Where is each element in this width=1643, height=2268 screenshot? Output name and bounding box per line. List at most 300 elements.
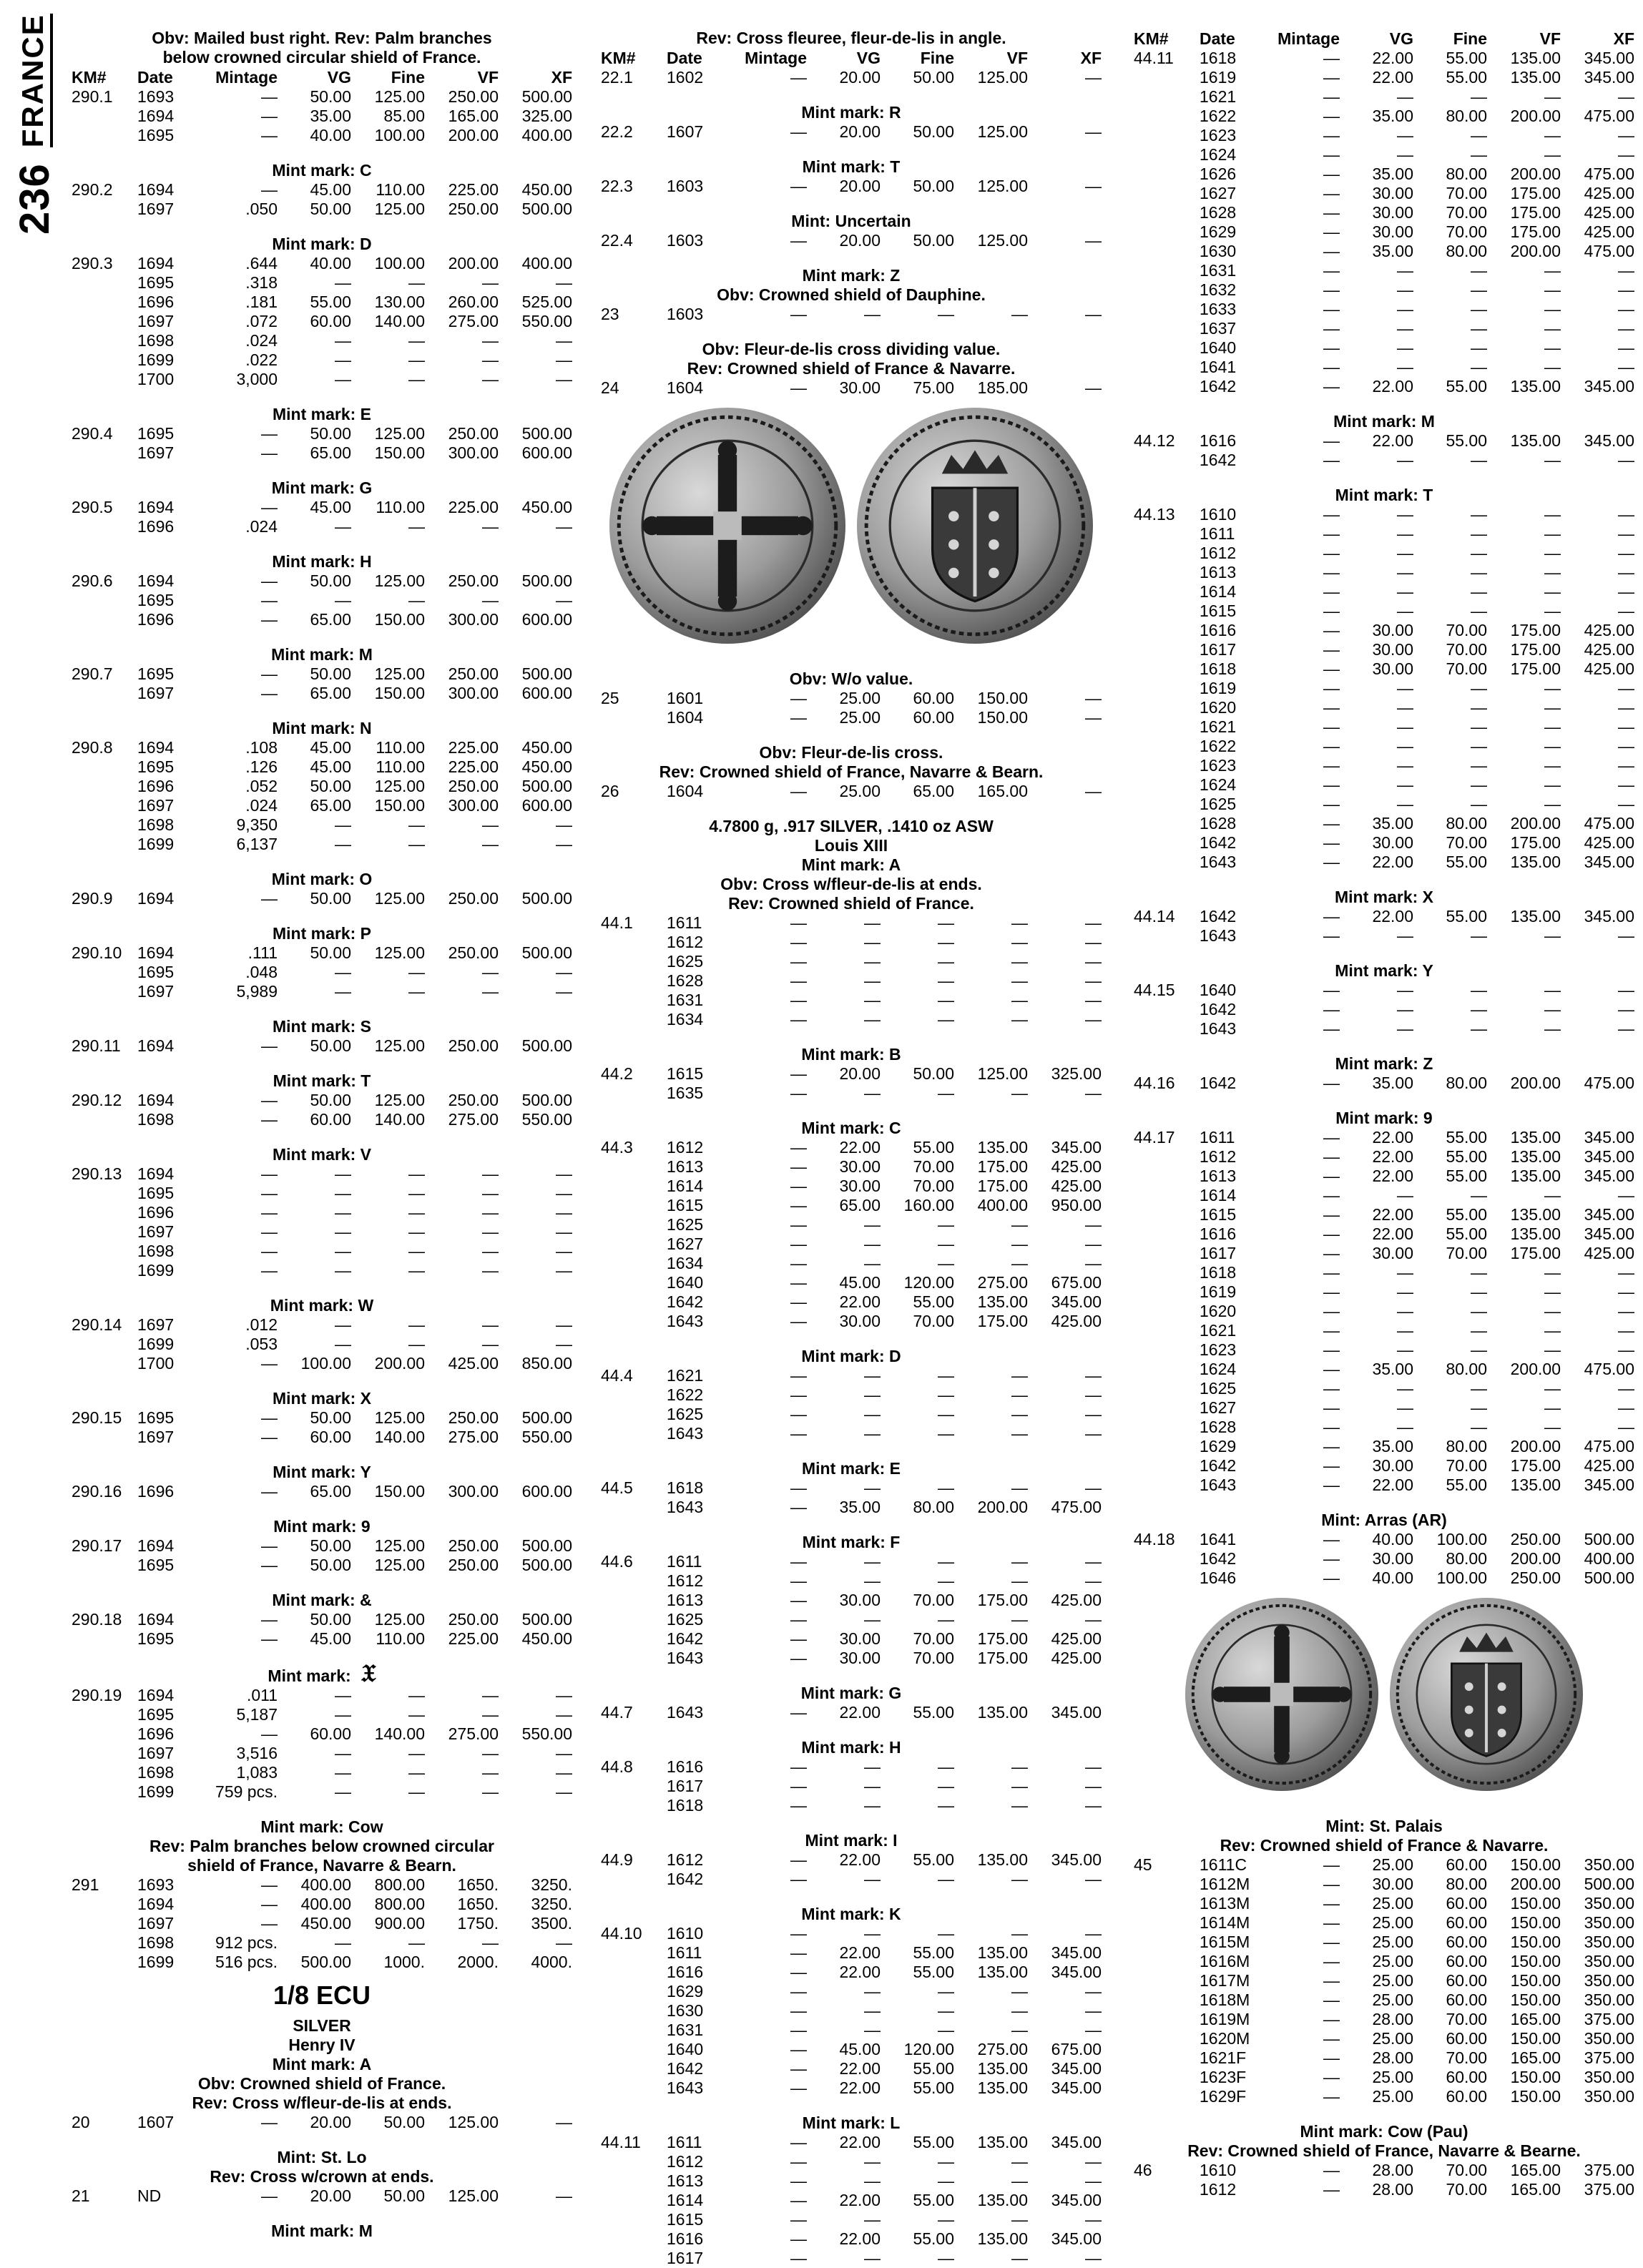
- price-xf: —: [1618, 698, 1634, 717]
- table-row: [1134, 87, 1634, 107]
- price-vf: 250.00: [448, 1036, 499, 1055]
- date: 1697: [137, 312, 175, 330]
- table-row: [601, 231, 1102, 250]
- description-line: 4.7800 g, .917 SILVER, .1410 oz ASW: [709, 817, 994, 835]
- date: 1694: [137, 738, 175, 757]
- km-number: [1134, 717, 1200, 737]
- price-fine: —: [938, 1084, 954, 1102]
- price-vf: 175.00: [1510, 833, 1561, 852]
- table-row: [1134, 1549, 1634, 1569]
- price-fine: —: [1471, 87, 1487, 106]
- date: 1616M: [1200, 1952, 1250, 1970]
- spacer: [601, 1668, 1102, 1684]
- date: 1642: [667, 1292, 704, 1311]
- price-xf: —: [1085, 1757, 1102, 1776]
- price-vg: 50.00: [310, 1408, 351, 1427]
- date: 1625: [667, 1215, 704, 1234]
- table-row: [601, 1424, 1102, 1443]
- km-number: [72, 1629, 137, 1649]
- table-row: [72, 1933, 572, 1953]
- km-number: [601, 2210, 667, 2229]
- mint-mark-heading: Mint mark: B: [801, 1045, 901, 1064]
- table-row: [601, 122, 1102, 142]
- denomination-heading: 1/8 ECU: [273, 1980, 371, 2010]
- mintage: —: [790, 1010, 807, 1029]
- price-vf: 250.00: [1510, 1569, 1561, 1587]
- price-xf: 345.00: [1584, 1147, 1634, 1166]
- price-vf: —: [1011, 1610, 1028, 1629]
- km-number: 44.10: [601, 1924, 642, 1943]
- km-number: [601, 708, 667, 727]
- price-vf: —: [1011, 1982, 1028, 2001]
- date: 1616: [1200, 621, 1237, 639]
- km-number: [601, 1963, 667, 1982]
- date: 1613: [667, 1157, 704, 1176]
- km-number: [1134, 2048, 1200, 2068]
- price-xf: 345.00: [1584, 49, 1634, 67]
- mintage: —: [790, 933, 807, 951]
- date: 1625: [1200, 1379, 1237, 1398]
- coin-obverse-image: [609, 408, 845, 644]
- price-vg: 25.00: [1372, 2068, 1413, 2086]
- price-vg: 28.00: [1372, 2010, 1413, 2028]
- table-row: [72, 1629, 572, 1649]
- price-fine: 50.00: [913, 231, 954, 250]
- date: 1615: [667, 1064, 704, 1083]
- mintage: —: [1323, 2048, 1340, 2067]
- price-xf: 345.00: [1051, 2133, 1102, 2151]
- date: 1628: [1200, 814, 1237, 833]
- price-xf: 500.00: [521, 200, 572, 218]
- price-vg: 50.00: [310, 664, 351, 683]
- price-vg: 50.00: [310, 777, 351, 795]
- price-xf: —: [1085, 782, 1102, 800]
- price-vg: 45.00: [839, 2040, 881, 2058]
- table-row: [601, 1138, 1102, 1157]
- date: 1613M: [1200, 1894, 1250, 1913]
- header-vg: VG: [327, 68, 351, 87]
- km-number: [601, 1405, 667, 1424]
- price-vf: 275.00: [448, 312, 499, 330]
- price-vf: —: [1011, 2152, 1028, 2171]
- table-row: [72, 1610, 572, 1629]
- price-vg: 30.00: [1372, 621, 1413, 639]
- date: ND: [137, 2186, 162, 2205]
- price-fine: —: [1471, 505, 1487, 524]
- km-number: [1134, 698, 1200, 717]
- spacer: [72, 463, 572, 478]
- mintage: 3,516: [236, 1744, 278, 1762]
- price-vg: 22.00: [1372, 1147, 1413, 1166]
- mint-mark-heading: Mint mark: H: [801, 1738, 901, 1757]
- spacer: [601, 2098, 1102, 2114]
- price-vf: —: [482, 835, 499, 853]
- price-xf: 425.00: [1051, 1629, 1102, 1648]
- table-row: [1134, 145, 1634, 165]
- price-vg: —: [335, 273, 351, 292]
- km-number: [72, 200, 137, 219]
- price-vf: 400.00: [977, 1196, 1028, 1214]
- price-vf: 250.00: [448, 87, 499, 106]
- date: 1694: [137, 889, 175, 908]
- price-vf: 250.00: [448, 200, 499, 218]
- mint-mark-symbol: 𝔛: [361, 1659, 376, 1688]
- price-xf: 500.00: [521, 1036, 572, 1055]
- price-fine: 125.00: [374, 1610, 425, 1629]
- header-xf: XF: [551, 68, 572, 87]
- table-row: [1134, 2087, 1634, 2106]
- date: 1643: [1200, 853, 1237, 871]
- km-number: [601, 2040, 667, 2059]
- table-row: [601, 2040, 1102, 2059]
- mintage: 1,083: [236, 1763, 278, 1782]
- km-number: 44.11: [601, 2133, 641, 2151]
- price-vf: 200.00: [1510, 242, 1561, 260]
- table-row: [1134, 524, 1634, 544]
- price-fine: 50.00: [383, 2186, 425, 2205]
- price-xf: —: [1085, 1366, 1102, 1385]
- price-vg: 40.00: [310, 254, 351, 273]
- km-number: [601, 1196, 667, 1215]
- mint-mark-heading: Mint mark: N: [272, 719, 372, 737]
- price-vf: —: [1544, 1321, 1561, 1340]
- km-number: [1134, 582, 1200, 602]
- price-fine: —: [938, 1924, 954, 1943]
- price-vf: —: [1544, 145, 1561, 164]
- mintage: —: [790, 1963, 807, 1981]
- date: 1620: [1200, 698, 1237, 717]
- header-date: Date: [137, 68, 173, 87]
- price-xf: —: [556, 1933, 572, 1952]
- price-vf: 135.00: [1510, 1167, 1561, 1185]
- table-row: [72, 1184, 572, 1203]
- price-fine: 80.00: [1446, 814, 1487, 833]
- price-vf: 165.00: [1510, 2180, 1561, 2199]
- price-vf: —: [482, 591, 499, 609]
- description-line: Obv: Crowned shield of France.: [197, 2074, 446, 2093]
- table-row: [601, 1703, 1102, 1722]
- mintage: —: [790, 1571, 807, 1590]
- km-number: [1134, 853, 1200, 872]
- date: 1625: [1200, 795, 1237, 813]
- table-header: [1134, 29, 1634, 49]
- price-vf: —: [1544, 737, 1561, 755]
- table-row: [1134, 1456, 1634, 1476]
- mintage: —: [790, 1405, 807, 1423]
- description-line: Rev: Cross w/fleur-de-lis at ends.: [192, 2093, 452, 2112]
- price-xf: —: [556, 1315, 572, 1334]
- price-vf: —: [1011, 933, 1028, 951]
- mintage: —: [1323, 1530, 1340, 1548]
- table-row: [1134, 1530, 1634, 1549]
- spacer: [601, 1443, 1102, 1459]
- table-row: [1134, 563, 1634, 582]
- km-number: 290.11: [72, 1036, 121, 1055]
- date: 1610: [667, 1924, 704, 1943]
- price-vf: 250.00: [1510, 1530, 1561, 1548]
- price-xf: —: [556, 1261, 572, 1280]
- spacer: [72, 1129, 572, 1145]
- price-vg: —: [1397, 602, 1413, 620]
- table-row: [72, 571, 572, 591]
- price-vf: 200.00: [1510, 1549, 1561, 1568]
- spacer: [601, 324, 1102, 340]
- mintage: —: [261, 1242, 278, 1260]
- price-fine: —: [1471, 1418, 1487, 1436]
- mintage: —: [790, 2133, 807, 2151]
- price-vg: —: [864, 952, 881, 971]
- mintage: .126: [245, 757, 278, 776]
- date: 1614: [1200, 582, 1237, 601]
- price-xf: —: [556, 2113, 572, 2131]
- mintage: —: [261, 610, 278, 629]
- table-row: [72, 87, 572, 107]
- price-vf: —: [1011, 305, 1028, 323]
- price-xf: 350.00: [1584, 1855, 1634, 1874]
- price-xf: 400.00: [521, 254, 572, 273]
- km-number: 22.4: [601, 231, 633, 250]
- date: 1615: [667, 1196, 704, 1214]
- table-row: [601, 1215, 1102, 1234]
- km-number: [601, 933, 667, 952]
- mintage: —: [261, 1354, 278, 1373]
- table-row: [601, 2210, 1102, 2229]
- price-fine: —: [938, 2171, 954, 2190]
- price-fine: 140.00: [374, 1428, 425, 1446]
- price-xf: —: [1618, 1418, 1634, 1436]
- km-number: [1134, 524, 1200, 544]
- price-fine: 55.00: [913, 1850, 954, 1869]
- km-number: [1134, 1933, 1200, 1952]
- date: 1698: [137, 331, 175, 350]
- price-vg: —: [1397, 698, 1413, 717]
- spacer: [601, 727, 1102, 743]
- price-vf: 135.00: [1510, 49, 1561, 67]
- price-xf: 500.00: [521, 1536, 572, 1555]
- date: 1607: [667, 122, 704, 141]
- price-vg: —: [335, 1203, 351, 1222]
- price-vf: —: [1011, 1552, 1028, 1571]
- price-vf: 165.00: [1510, 2161, 1561, 2179]
- date: 1618M: [1200, 1990, 1250, 2009]
- price-fine: 60.00: [1446, 1894, 1487, 1913]
- km-number: 22.1: [601, 68, 633, 87]
- price-vg: —: [1397, 451, 1413, 469]
- km-number: [72, 293, 137, 312]
- date: 1695: [137, 1184, 175, 1202]
- spacer: [72, 536, 572, 552]
- km-number: [601, 1292, 667, 1312]
- price-vf: 150.00: [1510, 1952, 1561, 1970]
- price-fine: 55.00: [1446, 1476, 1487, 1494]
- date: 1643: [667, 1649, 704, 1667]
- mintage: —: [1323, 814, 1340, 833]
- mintage: —: [261, 1091, 278, 1109]
- price-vf: 225.00: [448, 498, 499, 516]
- mintage: —: [1323, 621, 1340, 639]
- table-row: [601, 1177, 1102, 1196]
- mintage: —: [1323, 300, 1340, 318]
- price-vg: —: [1397, 87, 1413, 106]
- date: 1697: [137, 1744, 175, 1762]
- date: 1621: [1200, 717, 1237, 736]
- price-xf: —: [1618, 1186, 1634, 1204]
- price-vg: 28.00: [1372, 2180, 1413, 2199]
- mintage: —: [1323, 87, 1340, 106]
- mintage: —: [790, 122, 807, 141]
- table-row: [1134, 1933, 1634, 1952]
- price-vg: 22.00: [1372, 1128, 1413, 1147]
- price-xf: 345.00: [1051, 2078, 1102, 2097]
- price-vg: —: [335, 1242, 351, 1260]
- date: 1611: [667, 2133, 702, 2151]
- price-xf: 450.00: [521, 1629, 572, 1648]
- price-vg: 35.00: [310, 107, 351, 125]
- price-fine: —: [1471, 1302, 1487, 1320]
- date: 1642: [1200, 1074, 1237, 1092]
- price-vf: —: [1011, 1796, 1028, 1815]
- mint-mark-heading: Mint mark: V: [272, 1145, 372, 1164]
- price-xf: 500.00: [1584, 1875, 1634, 1893]
- price-vf: —: [1544, 505, 1561, 524]
- date: 1612: [1200, 1147, 1237, 1166]
- price-fine: 70.00: [913, 1629, 954, 1648]
- price-vg: 50.00: [310, 889, 351, 908]
- km-number: [1134, 1379, 1200, 1398]
- price-xf: —: [1085, 1478, 1102, 1497]
- price-vg: —: [335, 1335, 351, 1353]
- price-xf: 325.00: [521, 107, 572, 125]
- price-xf: 475.00: [1584, 165, 1634, 183]
- date: 1694: [137, 1036, 175, 1055]
- price-vf: —: [1011, 1870, 1028, 1888]
- price-vg: 50.00: [310, 1536, 351, 1555]
- date: 1625: [667, 952, 704, 971]
- price-xf: —: [1085, 2021, 1102, 2039]
- price-vf: —: [1011, 1478, 1028, 1497]
- price-vg: —: [335, 370, 351, 388]
- table-row: [1134, 1147, 1634, 1167]
- price-fine: 125.00: [374, 777, 425, 795]
- price-vg: 22.00: [839, 1292, 881, 1311]
- price-xf: 325.00: [1051, 1064, 1102, 1083]
- price-vf: 275.00: [448, 1428, 499, 1446]
- table-row: [1134, 2048, 1634, 2068]
- price-xf: —: [1618, 261, 1634, 280]
- price-vg: 65.00: [310, 610, 351, 629]
- price-vf: —: [1544, 1282, 1561, 1301]
- spacer: [72, 1501, 572, 1517]
- spacer: [72, 1001, 572, 1017]
- price-vg: 20.00: [839, 177, 881, 195]
- date: 1601: [667, 689, 704, 707]
- price-xf: —: [1085, 991, 1102, 1009]
- price-vf: —: [482, 1242, 499, 1260]
- price-fine: 70.00: [913, 1312, 954, 1330]
- date: 1625: [667, 1610, 704, 1629]
- price-vg: —: [335, 1686, 351, 1704]
- table-row: [601, 1366, 1102, 1385]
- date: 1695: [137, 757, 175, 776]
- mintage: —: [1323, 1019, 1340, 1038]
- mint-mark-heading: Mint mark: L: [802, 2114, 901, 2132]
- price-vg: —: [335, 350, 351, 369]
- table-row: [601, 2078, 1102, 2098]
- mintage: —: [261, 1914, 278, 1933]
- km-number: 44.17: [1134, 1128, 1175, 1147]
- mintage: —: [1323, 505, 1340, 524]
- date: 1615: [1200, 1205, 1237, 1224]
- mintage: —: [790, 1610, 807, 1629]
- price-vf: 135.00: [977, 1292, 1028, 1311]
- price-fine: —: [938, 1610, 954, 1629]
- km-number: [1134, 814, 1200, 833]
- price-fine: 55.00: [913, 2191, 954, 2209]
- description-line: Rev: Crowned shield of France & Navarre.: [687, 359, 1016, 378]
- price-fine: —: [938, 1870, 954, 1888]
- price-vg: 40.00: [310, 126, 351, 144]
- price-fine: 150.00: [374, 684, 425, 702]
- price-xf: 500.00: [521, 1408, 572, 1427]
- price-vf: —: [1544, 698, 1561, 717]
- price-xf: 345.00: [1584, 377, 1634, 396]
- price-vf: 200.00: [1510, 1437, 1561, 1455]
- spacer: [601, 1815, 1102, 1831]
- price-vg: —: [864, 1982, 881, 2001]
- price-vf: 300.00: [448, 1482, 499, 1501]
- table-row: [1134, 1913, 1634, 1933]
- price-xf: —: [556, 331, 572, 350]
- mintage: —: [790, 1498, 807, 1516]
- price-xf: 475.00: [1584, 242, 1634, 260]
- date: 1631: [1200, 261, 1237, 280]
- date: 1612: [667, 1138, 704, 1157]
- price-vg: 30.00: [1372, 1456, 1413, 1475]
- price-fine: 125.00: [374, 87, 425, 106]
- price-fine: —: [408, 1782, 425, 1801]
- price-fine: —: [938, 2210, 954, 2229]
- price-xf: —: [1618, 795, 1634, 813]
- table-row: [1134, 1894, 1634, 1913]
- price-fine: —: [938, 1010, 954, 1029]
- km-number: 23: [601, 305, 619, 323]
- km-number: [1134, 737, 1200, 756]
- price-vf: 150.00: [1510, 2068, 1561, 2086]
- price-fine: —: [938, 1478, 954, 1497]
- price-xf: —: [1085, 1777, 1102, 1795]
- mintage: —: [1323, 68, 1340, 87]
- price-xf: 345.00: [1584, 1205, 1634, 1224]
- price-fine: 70.00: [1446, 1244, 1487, 1262]
- price-vg: 45.00: [310, 180, 351, 199]
- price-vg: —: [1397, 926, 1413, 945]
- date: 1628: [667, 971, 704, 990]
- km-number: [1134, 87, 1200, 107]
- price-xf: —: [1618, 280, 1634, 299]
- date: 1642: [1200, 1456, 1237, 1475]
- price-fine: 125.00: [374, 889, 425, 908]
- price-fine: 150.00: [374, 796, 425, 815]
- mint-mark-heading: Mint mark: M: [1333, 412, 1435, 431]
- price-fine: —: [938, 2249, 954, 2267]
- price-vf: 135.00: [1510, 1476, 1561, 1494]
- price-vg: —: [335, 331, 351, 350]
- mintage: —: [1323, 679, 1340, 697]
- price-vf: —: [1544, 524, 1561, 543]
- price-xf: 345.00: [1051, 2191, 1102, 2209]
- spacer: [601, 142, 1102, 157]
- table-row: [1134, 165, 1634, 184]
